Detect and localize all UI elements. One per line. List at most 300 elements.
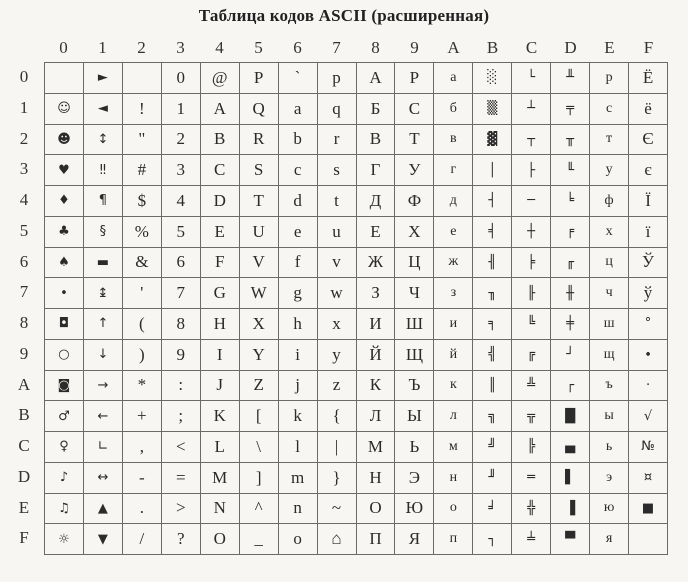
code-cell-c6: l xyxy=(278,432,317,463)
code-cell-20: ☻ xyxy=(45,124,84,155)
code-cell-d1: ↔ xyxy=(83,462,122,493)
code-cell-26: b xyxy=(278,124,317,155)
code-cell-3c: ├ xyxy=(512,155,551,186)
code-cell-76: g xyxy=(278,278,317,309)
code-cell-4f: Ї xyxy=(629,186,668,217)
code-cell-65: V xyxy=(239,247,278,278)
code-cell-97: y xyxy=(317,339,356,370)
code-cell-b3: ; xyxy=(161,401,200,432)
code-cell-06: ` xyxy=(278,63,317,94)
code-cell-1c: ┴ xyxy=(512,93,551,124)
code-cell-3a: г xyxy=(434,155,473,186)
code-cell-ea: о xyxy=(434,493,473,524)
row-header-3: 3 xyxy=(19,159,29,179)
code-cell-b0: ♂ xyxy=(45,401,84,432)
code-cell-98: Й xyxy=(356,339,395,370)
code-cell-d4: M xyxy=(200,462,239,493)
code-cell-9c: ╔ xyxy=(512,339,551,370)
column-header-0: 0 xyxy=(59,38,68,57)
row-header-4: 4 xyxy=(19,190,29,209)
code-cell-83: 8 xyxy=(161,309,200,340)
code-cell-77: w xyxy=(317,278,356,309)
code-cell-e7: ~ xyxy=(317,493,356,524)
code-cell-bb: ╗ xyxy=(473,401,512,432)
code-cell-1b: ▒ xyxy=(473,93,512,124)
code-cell-e1: ▲ xyxy=(83,493,122,524)
code-cell-2d: ╥ xyxy=(551,124,590,155)
row-header-d: D xyxy=(17,466,31,486)
code-cell-00 xyxy=(45,63,84,94)
code-cell-03: 0 xyxy=(161,63,200,94)
code-cell-5a: е xyxy=(434,216,473,247)
code-cell-46: d xyxy=(278,186,317,217)
code-cell-da: н xyxy=(434,462,473,493)
code-cell-f7: ⌂ xyxy=(317,524,356,555)
table-row xyxy=(45,309,668,340)
table-row xyxy=(45,278,668,309)
code-cell-16: a xyxy=(278,93,317,124)
code-cell-e3: > xyxy=(161,493,200,524)
code-cell-74: G xyxy=(200,278,239,309)
code-cell-91: ↓ xyxy=(83,339,122,370)
code-cell-a3: : xyxy=(161,370,200,401)
code-cell-f9: Я xyxy=(395,524,434,555)
code-cell-4d: ╘ xyxy=(551,186,590,217)
code-cell-d7: } xyxy=(317,462,356,493)
code-cell-1f: ё xyxy=(629,93,668,124)
code-cell-2c: ┬ xyxy=(512,124,551,155)
column-header-a: A xyxy=(447,38,460,57)
row-header-1: 1 xyxy=(19,97,29,117)
table-row xyxy=(45,370,668,401)
code-cell-e5: ^ xyxy=(239,493,278,524)
code-cell-11: ◄ xyxy=(83,93,122,124)
code-cell-8a: и xyxy=(434,309,473,340)
code-cell-c4: L xyxy=(200,432,239,463)
code-cell-93: 9 xyxy=(161,339,200,370)
code-cell-55: U xyxy=(239,216,278,247)
table-row xyxy=(45,155,668,186)
column-header-c: C xyxy=(525,38,538,57)
code-cell-a9: Ъ xyxy=(395,370,434,401)
code-cell-a1: → xyxy=(83,370,122,401)
code-cell-b4: K xyxy=(200,401,239,432)
code-cell-e6: n xyxy=(278,493,317,524)
code-cell-0c: └ xyxy=(512,63,551,94)
code-cell-5d: ╒ xyxy=(551,216,590,247)
code-cell-9a: й xyxy=(434,339,473,370)
code-cell-b8: Л xyxy=(356,401,395,432)
code-cell-cc: ╠ xyxy=(512,432,551,463)
row-header-0: 0 xyxy=(19,67,29,86)
code-cell-90: ○ xyxy=(45,339,84,370)
code-cell-25: R xyxy=(239,124,278,155)
column-header-8: 8 xyxy=(371,38,380,57)
code-cell-ca: м xyxy=(434,432,473,463)
code-cell-3f: є xyxy=(629,155,668,186)
code-cell-4b: ┤ xyxy=(473,186,512,217)
code-cell-71: ↨ xyxy=(83,278,122,309)
code-cell-33: 3 xyxy=(161,155,200,186)
code-cell-c2: , xyxy=(122,432,161,463)
code-cell-a5: Z xyxy=(239,370,278,401)
code-cell-21: ↕ xyxy=(83,124,122,155)
code-cell-fe: я xyxy=(590,524,629,555)
code-cell-62: & xyxy=(122,247,161,278)
code-cell-db: ╜ xyxy=(473,462,512,493)
code-cell-53: 5 xyxy=(161,216,200,247)
code-cell-b6: k xyxy=(278,401,317,432)
code-cell-38: Г xyxy=(356,155,395,186)
code-cell-29: Т xyxy=(395,124,434,155)
column-header-6: 6 xyxy=(293,38,302,57)
code-cell-ce: ь xyxy=(590,432,629,463)
code-cell-40: ♦ xyxy=(45,186,84,217)
code-cell-c0: ♀ xyxy=(45,432,84,463)
code-cell-72: ' xyxy=(122,278,161,309)
code-cell-f0: ☼ xyxy=(45,524,84,555)
code-cell-04: @ xyxy=(200,63,239,94)
code-cell-f4: O xyxy=(200,524,239,555)
code-cell-22: " xyxy=(122,124,161,155)
code-cell-a2: * xyxy=(122,370,161,401)
code-cell-d2: - xyxy=(122,462,161,493)
row-header-8: 8 xyxy=(19,313,29,332)
code-cell-b7: { xyxy=(317,401,356,432)
code-cell-5c: ┼ xyxy=(512,216,551,247)
table-row xyxy=(45,93,668,124)
code-cell-4e: ф xyxy=(590,186,629,217)
code-cell-02 xyxy=(122,63,161,94)
code-cell-c5: \ xyxy=(239,432,278,463)
code-cell-ac: ╩ xyxy=(512,370,551,401)
code-cell-52: % xyxy=(122,216,161,247)
code-cell-fa: п xyxy=(434,524,473,555)
code-cell-27: r xyxy=(317,124,356,155)
code-cell-13: 1 xyxy=(161,93,200,124)
row-header-6: 6 xyxy=(19,251,29,271)
code-cell-45: T xyxy=(239,186,278,217)
code-cell-66: f xyxy=(278,247,317,278)
code-cell-c9: Ь xyxy=(395,432,434,463)
code-cell-82: ( xyxy=(122,309,161,340)
code-cell-f8: П xyxy=(356,524,395,555)
code-cell-0f: Ё xyxy=(629,63,668,94)
table-row xyxy=(45,247,668,278)
code-cell-f6: o xyxy=(278,524,317,555)
code-cell-6f: Ў xyxy=(629,247,668,278)
code-cell-f3: ? xyxy=(161,524,200,555)
code-cell-80: ◘ xyxy=(45,309,84,340)
code-cell-61: ▬ xyxy=(83,247,122,278)
code-cell-d8: Н xyxy=(356,462,395,493)
code-cell-6e: ц xyxy=(590,247,629,278)
code-cell-6a: ж xyxy=(434,247,473,278)
table-row xyxy=(45,63,668,94)
code-cell-2e: т xyxy=(590,124,629,155)
code-cell-bd: █ xyxy=(551,401,590,432)
code-cell-31: ‼ xyxy=(83,155,122,186)
code-cell-7d: ╫ xyxy=(551,278,590,309)
code-cell-36: c xyxy=(278,155,317,186)
code-cell-32: # xyxy=(122,155,161,186)
table-row xyxy=(45,462,668,493)
code-cell-de: э xyxy=(590,462,629,493)
code-cell-f2: / xyxy=(122,524,161,555)
code-cell-68: Ж xyxy=(356,247,395,278)
code-cell-2a: в xyxy=(434,124,473,155)
code-cell-e4: N xyxy=(200,493,239,524)
code-cell-3d: ╙ xyxy=(551,155,590,186)
code-cell-0d: ╨ xyxy=(551,63,590,94)
code-cell-b2: + xyxy=(122,401,161,432)
code-cell-63: 6 xyxy=(161,247,200,278)
code-cell-bc: ╦ xyxy=(512,401,551,432)
code-cell-12: ! xyxy=(122,93,161,124)
row-header-f: F xyxy=(19,528,29,548)
row-header-2: 2 xyxy=(19,128,29,148)
code-cell-9e: щ xyxy=(590,339,629,370)
code-cell-f5: _ xyxy=(239,524,278,555)
code-cell-b9: Ы xyxy=(395,401,434,432)
code-cell-5b: ╡ xyxy=(473,216,512,247)
code-cell-9b: ╣ xyxy=(473,339,512,370)
code-cell-47: t xyxy=(317,186,356,217)
code-cell-9f: ∙ xyxy=(629,339,668,370)
code-cell-19: С xyxy=(395,93,434,124)
row-header-9: 9 xyxy=(19,343,29,363)
code-cell-1e: с xyxy=(590,93,629,124)
code-cell-60: ♠ xyxy=(45,247,84,278)
code-cell-7a: з xyxy=(434,278,473,309)
code-cell-d5: ] xyxy=(239,462,278,493)
page-title: Таблица кодов ASCII (расширенная) xyxy=(198,6,490,25)
code-cell-cb: ╝ xyxy=(473,432,512,463)
row-header-7: 7 xyxy=(19,282,29,302)
code-cell-8b: ╕ xyxy=(473,309,512,340)
code-cell-50: ♣ xyxy=(45,216,84,247)
table-row xyxy=(45,339,668,370)
code-cell-ff xyxy=(629,524,668,555)
code-cell-e2: . xyxy=(122,493,161,524)
code-cell-b5: [ xyxy=(239,401,278,432)
code-cell-64: F xyxy=(200,247,239,278)
code-cell-dd: ▌ xyxy=(551,462,590,493)
code-cell-5e: х xyxy=(590,216,629,247)
code-cell-d6: m xyxy=(278,462,317,493)
code-cell-39: У xyxy=(395,155,434,186)
code-cell-44: D xyxy=(200,186,239,217)
row-header-e: E xyxy=(18,497,30,517)
code-cell-af: · xyxy=(629,370,668,401)
row-header-c: C xyxy=(18,436,30,455)
code-cell-ba: л xyxy=(434,401,473,432)
code-cell-c8: М xyxy=(356,432,395,463)
code-cell-54: E xyxy=(200,216,239,247)
code-cell-92: ) xyxy=(122,339,161,370)
code-cell-18: Б xyxy=(356,93,395,124)
row-header-b: B xyxy=(18,405,30,425)
column-header-row xyxy=(44,38,668,62)
code-cell-89: Ш xyxy=(395,309,434,340)
code-cell-ee: ю xyxy=(590,493,629,524)
code-cell-37: s xyxy=(317,155,356,186)
code-cell-fc: ╧ xyxy=(512,524,551,555)
code-cell-e0: ♫ xyxy=(45,493,84,524)
code-cell-c3: < xyxy=(161,432,200,463)
code-cell-35: S xyxy=(239,155,278,186)
code-cell-07: p xyxy=(317,63,356,94)
code-cell-08: А xyxy=(356,63,395,94)
table-row xyxy=(45,216,668,247)
code-cell-49: Ф xyxy=(395,186,434,217)
code-cell-17: q xyxy=(317,93,356,124)
code-cell-8c: ╚ xyxy=(512,309,551,340)
code-cell-95: Y xyxy=(239,339,278,370)
code-cell-be: ы xyxy=(590,401,629,432)
column-header-1: 1 xyxy=(98,38,107,57)
code-cell-88: И xyxy=(356,309,395,340)
row-header-5: 5 xyxy=(19,220,29,240)
code-cell-34: C xyxy=(200,155,239,186)
table-row xyxy=(45,186,668,217)
code-cell-8e: ш xyxy=(590,309,629,340)
code-cell-aa: к xyxy=(434,370,473,401)
code-cell-3b: │ xyxy=(473,155,512,186)
code-cell-51: § xyxy=(83,216,122,247)
code-cell-bf: √ xyxy=(629,401,668,432)
code-cell-7e: ч xyxy=(590,278,629,309)
row-header-a: A xyxy=(17,374,31,394)
code-cell-15: Q xyxy=(239,93,278,124)
column-header-b: B xyxy=(486,38,499,57)
column-header-2: 2 xyxy=(137,38,146,57)
code-cell-6c: ╞ xyxy=(512,247,551,278)
code-cell-6d: ╓ xyxy=(551,247,590,278)
code-cell-0a: а xyxy=(434,63,473,94)
code-cell-79: Ч xyxy=(395,278,434,309)
code-cell-24: B xyxy=(200,124,239,155)
code-cell-cf: № xyxy=(629,432,668,463)
column-header-5: 5 xyxy=(254,38,263,57)
code-cell-75: W xyxy=(239,278,278,309)
code-cell-6b: ╢ xyxy=(473,247,512,278)
column-header-9: 9 xyxy=(410,38,419,57)
code-cell-7c: ╟ xyxy=(512,278,551,309)
code-cell-4a: д xyxy=(434,186,473,217)
code-cell-9d: ┘ xyxy=(551,339,590,370)
code-cell-56: e xyxy=(278,216,317,247)
code-cell-d9: Э xyxy=(395,462,434,493)
code-cell-67: v xyxy=(317,247,356,278)
code-cell-7f: ў xyxy=(629,278,668,309)
code-cell-14: A xyxy=(200,93,239,124)
code-cell-ad: ┌ xyxy=(551,370,590,401)
code-cell-42: $ xyxy=(122,186,161,217)
code-cell-10: ☺ xyxy=(45,93,84,124)
code-cell-69: Ц xyxy=(395,247,434,278)
code-cell-b1: ← xyxy=(83,401,122,432)
code-cell-70: • xyxy=(45,278,84,309)
code-cell-86: h xyxy=(278,309,317,340)
code-cell-eb: ╛ xyxy=(473,493,512,524)
code-cell-87: x xyxy=(317,309,356,340)
code-cell-7b: ╖ xyxy=(473,278,512,309)
code-cell-09: Р xyxy=(395,63,434,94)
code-cell-3e: у xyxy=(590,155,629,186)
code-cell-e8: О xyxy=(356,493,395,524)
code-cell-d3: = xyxy=(161,462,200,493)
code-cell-a6: j xyxy=(278,370,317,401)
code-cell-2f: Є xyxy=(629,124,668,155)
code-cell-23: 2 xyxy=(161,124,200,155)
code-cell-f1: ▼ xyxy=(83,524,122,555)
code-cell-99: Щ xyxy=(395,339,434,370)
code-cell-28: В xyxy=(356,124,395,155)
code-cell-ec: ╬ xyxy=(512,493,551,524)
code-cell-ed: ▐ xyxy=(551,493,590,524)
code-cell-5f: ї xyxy=(629,216,668,247)
table-row xyxy=(45,124,668,155)
code-cell-48: Д xyxy=(356,186,395,217)
code-cell-43: 4 xyxy=(161,186,200,217)
table-row xyxy=(45,432,668,463)
code-cell-dc: ═ xyxy=(512,462,551,493)
code-cell-2b: ▓ xyxy=(473,124,512,155)
column-header-3: 3 xyxy=(176,38,185,57)
column-header-d: D xyxy=(564,38,577,57)
code-cell-85: X xyxy=(239,309,278,340)
code-cell-73: 7 xyxy=(161,278,200,309)
code-cell-1a: б xyxy=(434,93,473,124)
code-cell-fb: ┐ xyxy=(473,524,512,555)
code-cell-a7: z xyxy=(317,370,356,401)
table-row xyxy=(45,524,668,555)
column-header-4: 4 xyxy=(215,38,224,57)
code-cell-d0: ♪ xyxy=(45,462,84,493)
column-header-f: F xyxy=(643,38,654,57)
ascii-code-table xyxy=(44,62,668,555)
code-cell-df: ¤ xyxy=(629,462,668,493)
code-cell-ef: ■ xyxy=(629,493,668,524)
code-cell-81: ↑ xyxy=(83,309,122,340)
code-cell-cd: ▄ xyxy=(551,432,590,463)
code-cell-ab: ║ xyxy=(473,370,512,401)
code-cell-a8: К xyxy=(356,370,395,401)
row-header-column xyxy=(6,62,42,554)
column-header-7: 7 xyxy=(332,38,341,57)
code-cell-41: ¶ xyxy=(83,186,122,217)
code-cell-58: Е xyxy=(356,216,395,247)
code-cell-1d: ╤ xyxy=(551,93,590,124)
code-cell-c1: ∟ xyxy=(83,432,122,463)
code-cell-c7: | xyxy=(317,432,356,463)
code-cell-ae: ъ xyxy=(590,370,629,401)
code-cell-8f: ° xyxy=(629,309,668,340)
code-cell-59: Х xyxy=(395,216,434,247)
code-cell-0b: ░ xyxy=(473,63,512,94)
table-row xyxy=(45,493,668,524)
code-cell-84: H xyxy=(200,309,239,340)
table-row xyxy=(45,401,668,432)
code-cell-01: ► xyxy=(83,63,122,94)
code-cell-05: P xyxy=(239,63,278,94)
code-cell-a0: ◙ xyxy=(45,370,84,401)
code-cell-94: I xyxy=(200,339,239,370)
code-cell-e9: Ю xyxy=(395,493,434,524)
column-header-e: E xyxy=(604,38,615,57)
code-cell-78: З xyxy=(356,278,395,309)
